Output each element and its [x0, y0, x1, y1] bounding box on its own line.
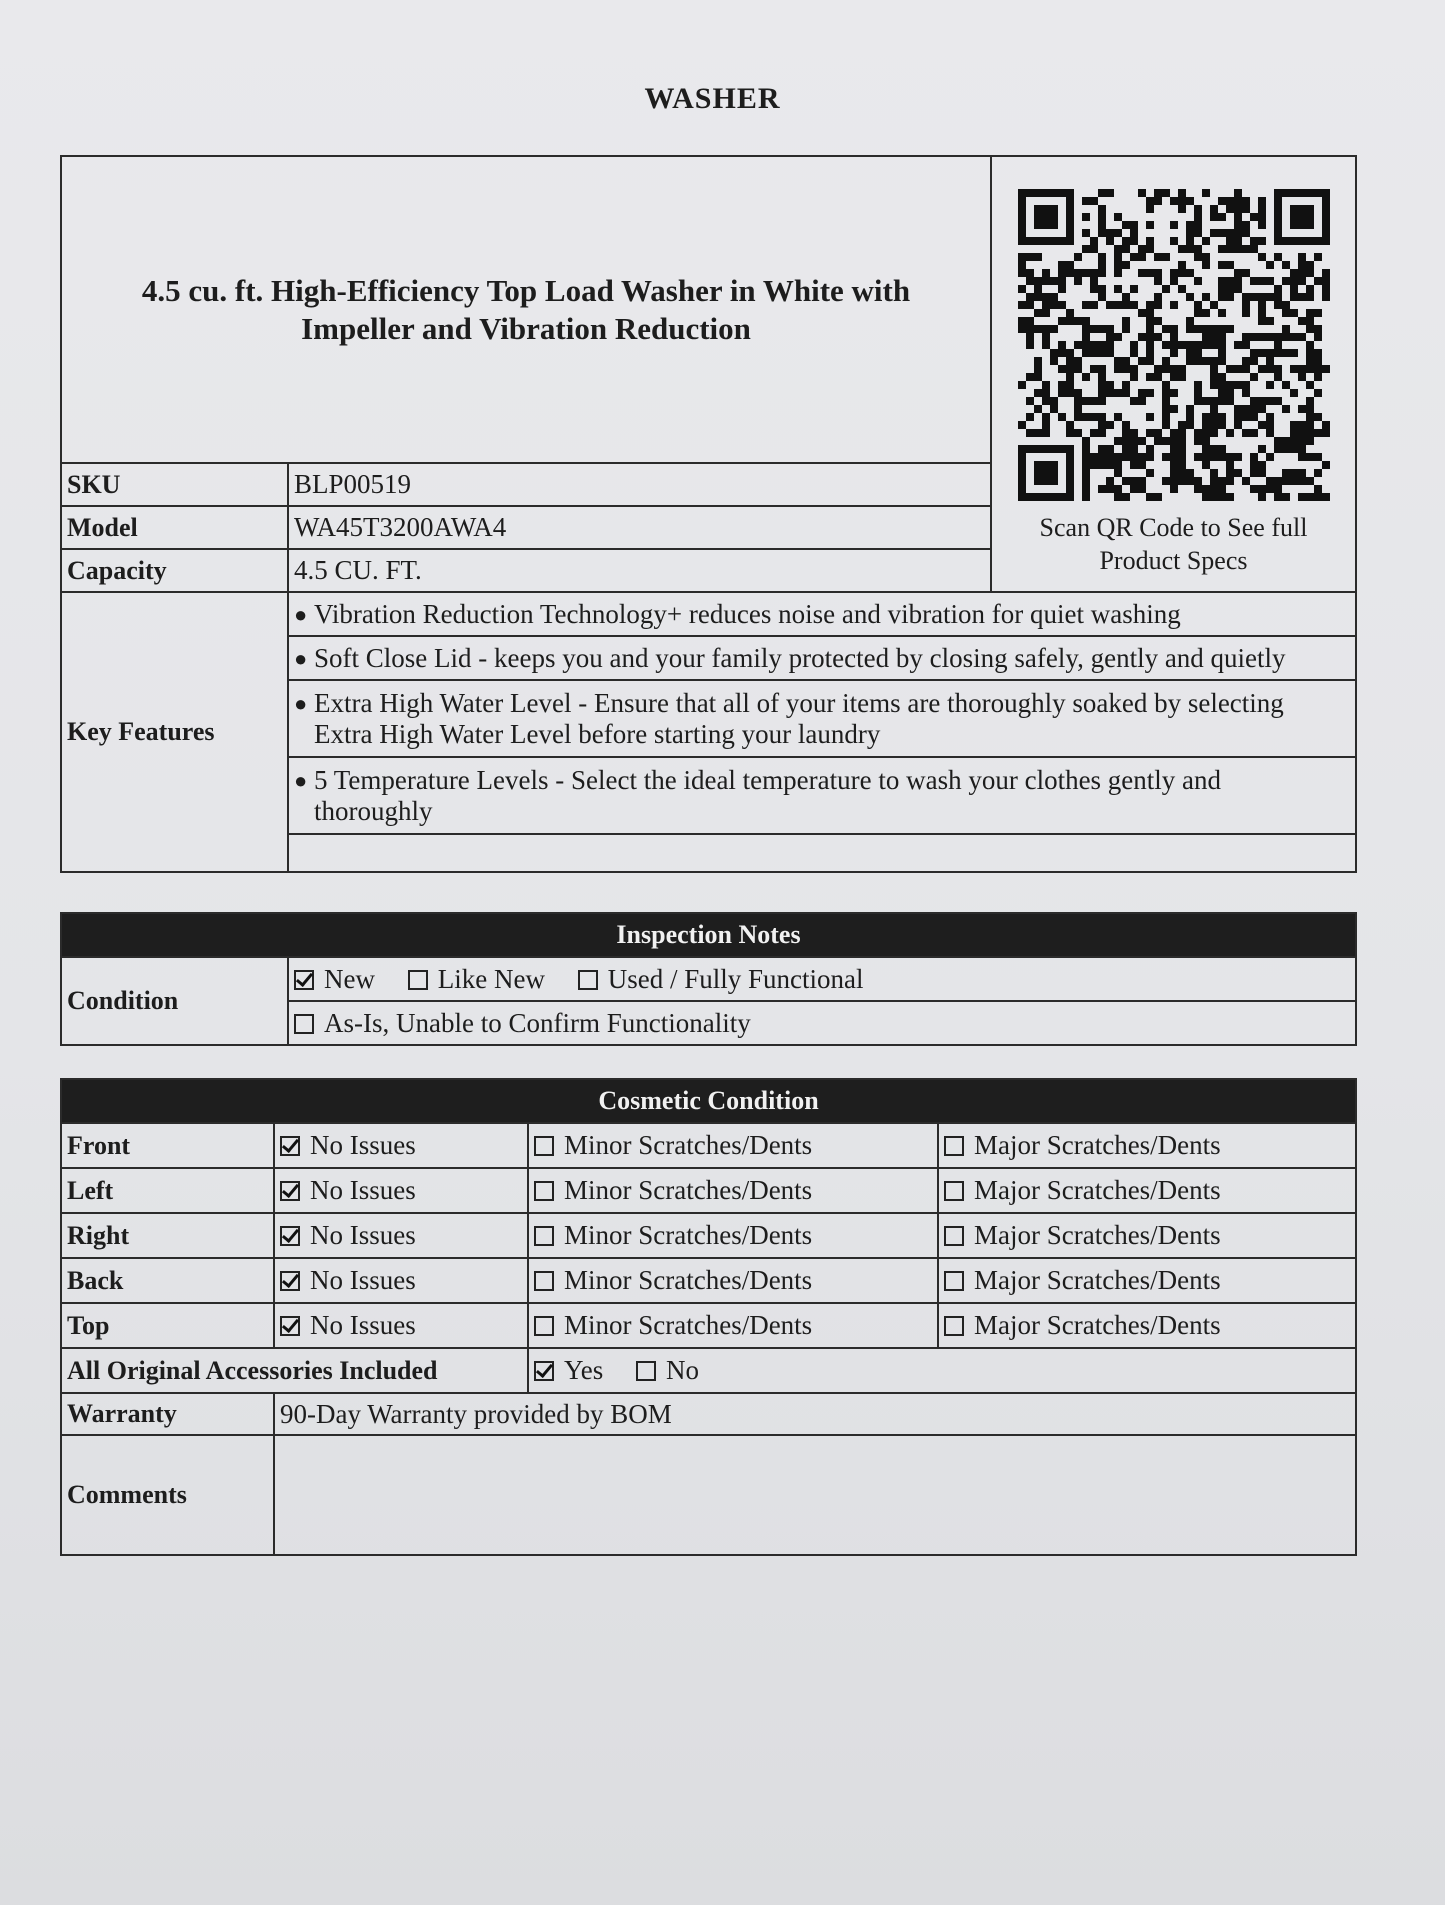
major-label: Major Scratches/Dents — [974, 1310, 1221, 1340]
key-feature-text-cont: Extra High Water Level before starting your laundry — [314, 718, 881, 749]
product-table — [60, 155, 1357, 873]
checkbox-new[interactable] — [294, 970, 314, 990]
cosmetic-row-label: Left — [61, 1168, 274, 1213]
condition-label: Condition — [61, 957, 288, 1045]
warranty-value: 90-Day Warranty provided by BOM — [274, 1393, 1356, 1435]
accessories-label: All Original Accessories Included — [61, 1348, 528, 1393]
key-feature-text: 5 Temperature Levels - Select the ideal temperature to wash your clothes gently and — [314, 764, 1222, 795]
product-title-line-2: Impeller and Vibration Reduction — [301, 310, 751, 346]
bullet-icon: ● — [294, 690, 308, 716]
capacity-value: 4.5 CU. FT. — [288, 549, 991, 592]
checkbox-minor[interactable] — [534, 1136, 554, 1156]
bullet-icon: ● — [294, 601, 308, 627]
major-label: Major Scratches/Dents — [974, 1130, 1221, 1160]
bullet-icon: ● — [294, 767, 308, 793]
no-issues-label: No Issues — [310, 1130, 416, 1160]
no-issues-label: No Issues — [310, 1310, 416, 1340]
minor-label: Minor Scratches/Dents — [564, 1220, 813, 1250]
sku-value: BLP00519 — [288, 463, 991, 506]
major-label: Major Scratches/Dents — [974, 1175, 1221, 1205]
checkbox-no-issues[interactable] — [280, 1136, 300, 1156]
bullet-icon: ● — [294, 645, 308, 671]
checkbox-no-issues[interactable] — [280, 1316, 300, 1336]
option-as-is-label: As-Is, Unable to Confirm Functionality — [324, 1007, 751, 1038]
minor-label: Minor Scratches/Dents — [564, 1175, 813, 1205]
checkbox-no[interactable] — [636, 1361, 656, 1381]
comments-field[interactable] — [274, 1435, 1356, 1555]
cosmetic-row-label: Top — [61, 1303, 274, 1348]
product-title-cell — [61, 156, 991, 463]
key-feature-text: Extra High Water Level - Ensure that all of your items are thoroughly soaked by selecting — [314, 687, 1284, 718]
comments-label: Comments — [61, 1435, 274, 1555]
no-label: No — [666, 1355, 700, 1385]
minor-label: Minor Scratches/Dents — [564, 1265, 813, 1295]
warranty-label: Warranty — [61, 1393, 274, 1435]
key-features-label: Key Features — [61, 592, 288, 872]
no-issues-label: No Issues — [310, 1265, 416, 1295]
checkbox-like-new[interactable] — [408, 970, 428, 990]
checkbox-as-is[interactable] — [294, 1014, 314, 1034]
checkbox-major[interactable] — [944, 1226, 964, 1246]
minor-label: Minor Scratches/Dents — [564, 1130, 813, 1160]
checkbox-major[interactable] — [944, 1316, 964, 1336]
qr-cell — [991, 156, 1356, 592]
capacity-label: Capacity — [61, 549, 288, 592]
no-issues-label: No Issues — [310, 1175, 416, 1205]
checkbox-yes[interactable] — [534, 1361, 554, 1381]
sku-label: SKU — [61, 463, 288, 506]
cosmetic-header: Cosmetic Condition — [61, 1079, 1356, 1123]
major-label: Major Scratches/Dents — [974, 1220, 1221, 1250]
checkbox-major[interactable] — [944, 1136, 964, 1156]
cosmetic-row-label: Right — [61, 1213, 274, 1258]
condition-options-row — [288, 957, 1356, 1001]
inspection-table — [60, 912, 1357, 1046]
no-issues-label: No Issues — [310, 1220, 416, 1250]
key-feature-text: Soft Close Lid - keeps you and your family protected by closing safely, gently and quietly — [314, 642, 1286, 673]
warranty-row — [61, 1393, 1356, 1435]
inspection-header: Inspection Notes — [61, 913, 1356, 957]
cosmetic-row-front — [61, 1123, 1356, 1168]
cosmetic-row-left — [61, 1168, 1356, 1213]
key-feature-item — [288, 680, 1356, 757]
cosmetic-row-right — [61, 1213, 1356, 1258]
qr-caption-line-1: Scan QR Code to See full — [1039, 513, 1308, 542]
checkbox-minor[interactable] — [534, 1226, 554, 1246]
cosmetic-row-label: Front — [61, 1123, 274, 1168]
page-title: WASHER — [644, 82, 781, 115]
model-value: WA45T3200AWA4 — [288, 506, 991, 549]
comments-row — [61, 1435, 1356, 1555]
yes-label: Yes — [564, 1355, 604, 1385]
major-label: Major Scratches/Dents — [974, 1265, 1221, 1295]
accessories-row — [61, 1348, 1356, 1393]
checkbox-minor[interactable] — [534, 1181, 554, 1201]
qr-caption-line-2: Product Specs — [1099, 546, 1248, 575]
checkbox-major[interactable] — [944, 1271, 964, 1291]
condition-options-row — [288, 1001, 1356, 1045]
checkbox-no-issues[interactable] — [280, 1181, 300, 1201]
minor-label: Minor Scratches/Dents — [564, 1310, 813, 1340]
option-new-label: New — [324, 963, 375, 994]
key-feature-item — [288, 592, 1356, 636]
checkbox-minor[interactable] — [534, 1271, 554, 1291]
cosmetic-row-top — [61, 1303, 1356, 1348]
checkbox-minor[interactable] — [534, 1316, 554, 1336]
key-feature-item — [288, 757, 1356, 834]
option-like-new-label: Like New — [437, 963, 545, 994]
cosmetic-row-back — [61, 1258, 1356, 1303]
qr-code-icon[interactable] — [1018, 189, 1330, 501]
qr-caption — [992, 511, 1355, 577]
cosmetic-row-label: Back — [61, 1258, 274, 1303]
checkbox-no-issues[interactable] — [280, 1271, 300, 1291]
key-feature-empty — [288, 834, 1356, 872]
model-label: Model — [61, 506, 288, 549]
checkbox-used[interactable] — [578, 970, 598, 990]
checkbox-no-issues[interactable] — [280, 1226, 300, 1246]
checkbox-major[interactable] — [944, 1181, 964, 1201]
key-feature-text-cont: thoroughly — [314, 795, 433, 826]
product-title-line-1: 4.5 cu. ft. High-Efficiency Top Load Washer in White with — [141, 272, 911, 308]
key-feature-item — [288, 636, 1356, 680]
option-used-label: Used / Fully Functional — [607, 963, 864, 994]
cosmetic-table — [60, 1078, 1357, 1556]
key-feature-text: Vibration Reduction Technology+ reduces noise and vibration for quiet washing — [314, 598, 1181, 629]
